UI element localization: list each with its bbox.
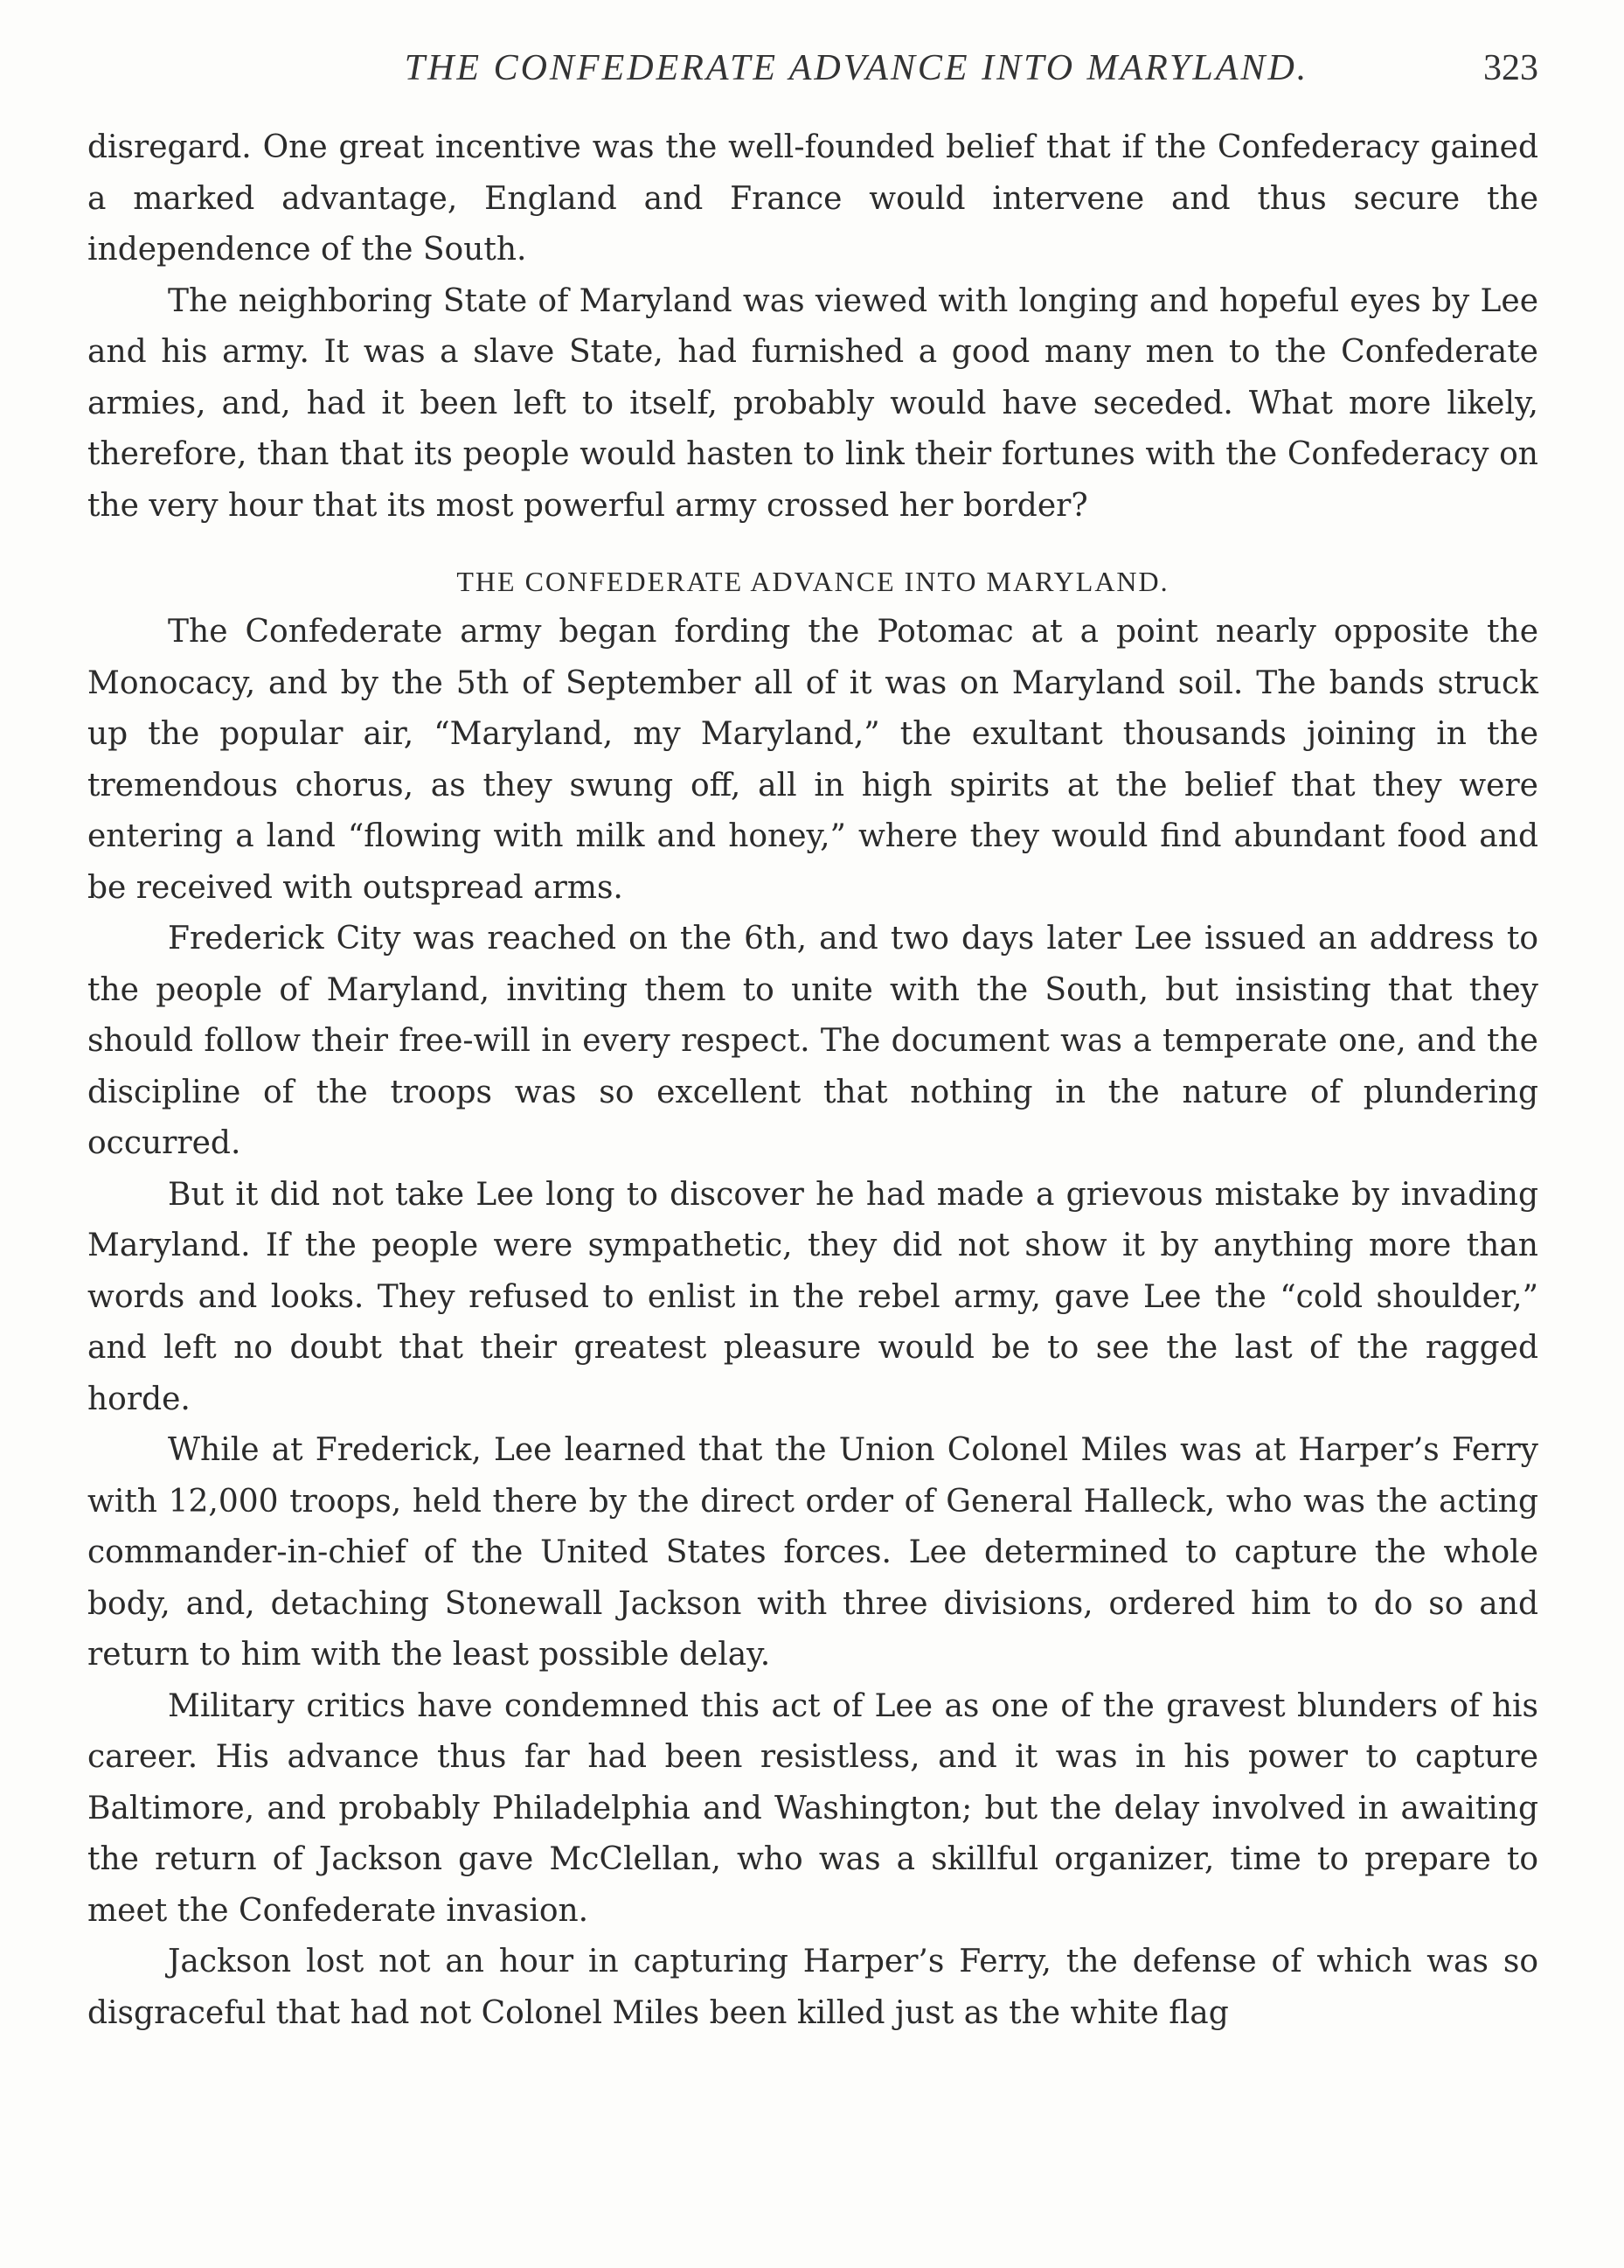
page-number: 323: [1483, 48, 1538, 88]
paragraph: The neighboring State of Maryland was viewed with longing and hopeful eyes by Lee and his army. It was a slave State, had furnished a good many men to the Confederate armies, and, had it been left to itself, probably would have seceded. What more likely, therefore, than that its people would hasten to link their fortunes with the Confederacy on the very hour that its most powerful army crossed her border?: [87, 282, 1538, 524]
paragraph-continued: disregard. One great incentive was the well-founded belief that if the Confederacy gained a marked advantage, England and France would intervene and thus secure the independence of the South.: [87, 129, 1538, 268]
paragraph: While at Frederick, Lee learned that the Union Colonel Miles was at Harper’s Ferry with 12,000 troops, held there by the direct order of General Halleck, who was the acting commander-in-chief of the United States forces. Lee determined to capture the whole body, and, detaching Stonewall Jackson with three divisions, ordered him to do so and return to him with the least possible delay.: [87, 1432, 1538, 1673]
body-text: [87, 122, 1538, 2039]
running-title: THE CONFEDERATE ADVANCE INTO MARYLAND.: [404, 48, 1309, 88]
section-heading: THE CONFEDERATE ADVANCE INTO MARYLAND.: [456, 566, 1169, 597]
paragraph: The Confederate army began fording the Potomac at a point nearly opposite the Monocacy, and by the 5th of September all of it was on Maryland soil. The bands struck up the popular air, “Maryland, my Maryland,” the exultant thousands joining in the tremendous chorus, as they swung off, all in high spirits at the belief that they were entering a land “flowing with milk and honey,” where they would find abundant food and be received with outspread arms.: [87, 614, 1538, 906]
running-header: [87, 47, 1538, 100]
paragraph: Jackson lost not an hour in capturing Harper’s Ferry, the defense of which was so disgraceful that had not Colonel Miles been killed just as the white flag: [87, 1944, 1538, 2031]
paragraph: Military critics have condemned this act of Lee as one of the gravest blunders of his career. His advance thus far had been resistless, and it was in his power to capture Baltimore, and probably Philadelphia and Washington; but the delay involved in awaiting the return of Jackson gave McClellan, who was a skillful organizer, time to prepare to meet the Confederate invasion.: [87, 1687, 1538, 1929]
paragraph: Frederick City was reached on the 6th, and two days later Lee issued an address to the people of Maryland, inviting them to unite with the South, but insisting that they should follow their free-will in every respect. The document was a temperate one, and the discipline of the troops was so excellent that nothing in the nature of plundering occurred.: [87, 921, 1538, 1161]
paragraph: But it did not take Lee long to discover he had made a grievous mistake by invading Maryland. If the people were sympathetic, they did not show it by anything more than words and looks. They refused to enlist in the rebel army, gave Lee the “cold shoulder,” and left no doubt that their greatest pleasure would be to see the last of the ragged horde.: [87, 1176, 1538, 1417]
